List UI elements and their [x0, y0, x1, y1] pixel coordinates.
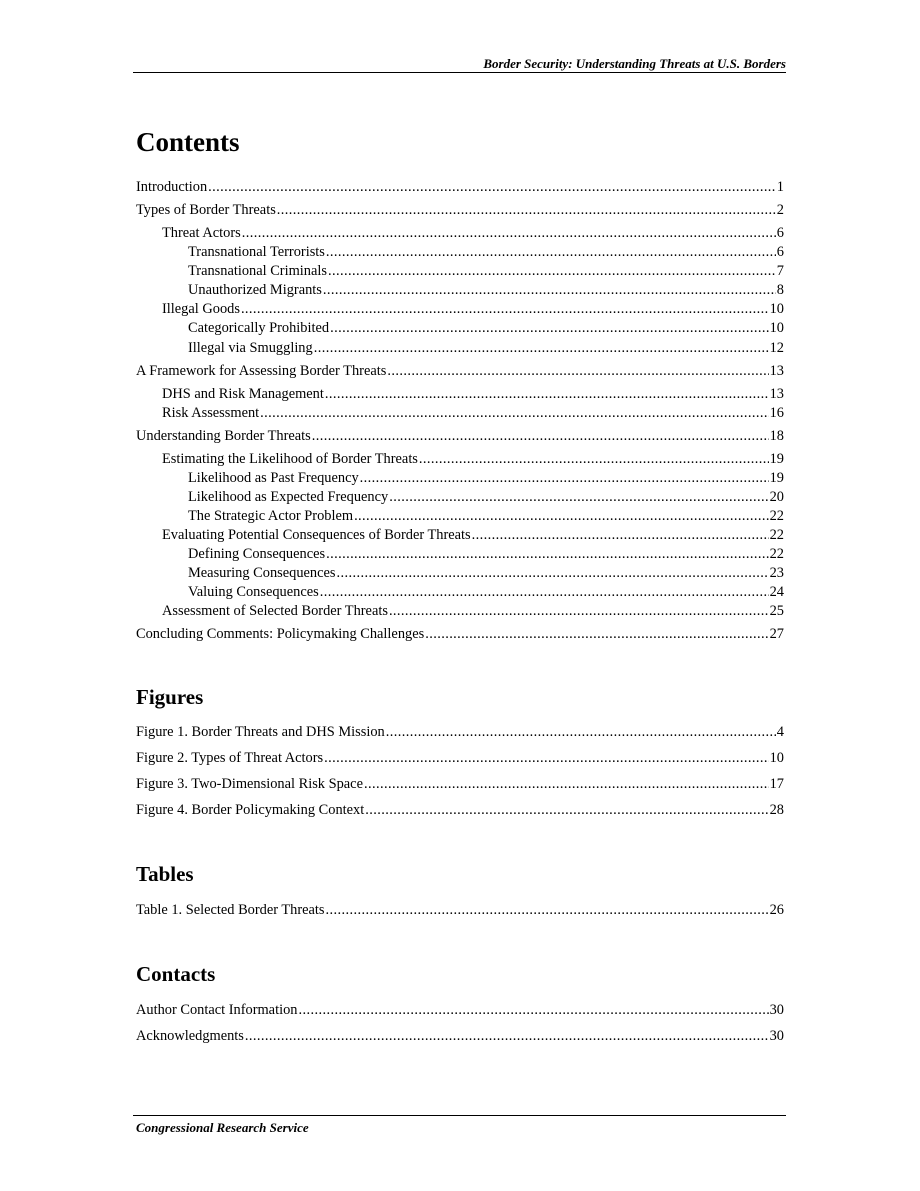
toc-entry-page: 26: [769, 902, 784, 918]
toc-entry-title: Likelihood as Past Frequency: [188, 469, 359, 486]
toc-entry-page: 30: [769, 1002, 784, 1018]
toc-entry[interactable]: [136, 545, 784, 564]
toc-entry-page: 8: [776, 282, 784, 299]
toc-entry[interactable]: [136, 507, 784, 526]
toc-entry-title: Acknowledgments: [136, 1028, 244, 1044]
dot-leader: [326, 901, 769, 920]
toc-entry-title: Categorically Prohibited: [188, 320, 330, 337]
dot-leader: [326, 243, 776, 262]
toc-entry[interactable]: [136, 201, 784, 220]
footer-rule: [133, 1115, 786, 1116]
toc-entry[interactable]: [136, 339, 784, 358]
toc-entry[interactable]: [136, 362, 784, 381]
dot-leader: [336, 564, 768, 583]
toc-entry-title: DHS and Risk Management: [162, 385, 324, 402]
toc-entry-page: 27: [769, 626, 784, 643]
toc-entry[interactable]: [136, 625, 784, 644]
toc-entry-page: 25: [769, 603, 784, 620]
toc-entry[interactable]: [136, 583, 784, 602]
toc-entry-title: Transnational Terrorists: [188, 244, 325, 261]
toc-entry-title: Types of Border Threats: [136, 201, 276, 218]
toc-entry[interactable]: [136, 281, 784, 300]
figure-entry[interactable]: [136, 775, 784, 794]
toc-entry[interactable]: [136, 469, 784, 488]
toc-entry-title: Assessment of Selected Border Threats: [162, 603, 388, 620]
toc-entry-page: 20: [769, 488, 784, 505]
dot-leader: [324, 749, 769, 768]
toc-entry-title: Illegal via Smuggling: [188, 339, 313, 356]
contact-entry[interactable]: [136, 1001, 784, 1020]
figure-entry[interactable]: [136, 723, 784, 742]
figures-list: [136, 723, 784, 820]
running-header: Border Security: Understanding Threats at U.S. Borders: [483, 56, 786, 71]
toc-entry-page: 10: [769, 301, 784, 318]
figure-entry[interactable]: [136, 749, 784, 768]
toc-entry-page: 6: [776, 244, 784, 261]
toc-entry[interactable]: [136, 243, 784, 262]
tables-list: [136, 901, 784, 920]
dot-leader: [354, 507, 769, 526]
table-entry[interactable]: [136, 901, 784, 920]
toc-entry-title: Figure 2. Types of Threat Actors: [136, 750, 324, 766]
toc-entry-page: 13: [769, 385, 784, 402]
toc-entry-page: 22: [769, 546, 784, 563]
dot-leader: [330, 319, 769, 338]
toc-entry-title: Transnational Criminals: [188, 263, 327, 280]
dot-leader: [325, 385, 769, 404]
toc-entry-page: 22: [769, 507, 784, 524]
toc-entry[interactable]: [136, 385, 784, 404]
toc-entry-title: Measuring Consequences: [188, 565, 336, 582]
dot-leader: [260, 404, 768, 423]
toc-entry[interactable]: [136, 602, 784, 621]
toc-entry-title: Threat Actors: [162, 224, 241, 241]
toc-entry[interactable]: [136, 224, 784, 243]
toc-entry[interactable]: [136, 319, 784, 338]
figures-heading: Figures: [136, 685, 204, 709]
dot-leader: [472, 526, 769, 545]
dot-leader: [328, 262, 776, 281]
toc-entry-page: 10: [769, 750, 784, 766]
toc-entry[interactable]: [136, 404, 784, 423]
toc-entry-page: 12: [769, 339, 784, 356]
toc-entry-title: Illegal Goods: [162, 301, 240, 318]
toc-entry[interactable]: [136, 262, 784, 281]
tables-heading: Tables: [136, 862, 194, 886]
toc-entry-page: 2: [776, 201, 784, 218]
header-rule: [133, 72, 786, 73]
contacts-list: [136, 1001, 784, 1046]
dot-leader: [387, 362, 768, 381]
toc-entry[interactable]: [136, 564, 784, 583]
toc-entry-page: 7: [776, 263, 784, 280]
toc-entry-page: 22: [769, 526, 784, 543]
toc-entry-page: 16: [769, 404, 784, 421]
toc-entry-page: 6: [776, 224, 784, 241]
toc-entry-page: 30: [769, 1028, 784, 1044]
contact-entry[interactable]: [136, 1027, 784, 1046]
toc-entry-page: 4: [776, 724, 784, 740]
toc-entry-title: Concluding Comments: Policymaking Challenges: [136, 626, 425, 643]
toc-entry[interactable]: [136, 300, 784, 319]
toc-entry-page: 17: [769, 776, 784, 792]
toc-entry-title: Figure 1. Border Threats and DHS Mission: [136, 724, 385, 740]
toc-entry[interactable]: [136, 427, 784, 446]
toc-entry[interactable]: [136, 526, 784, 545]
toc-entry-page: 23: [769, 565, 784, 582]
toc-entry-title: Introduction: [136, 179, 208, 195]
toc-entry-title: Figure 4. Border Policymaking Context: [136, 802, 365, 818]
contacts-heading: Contacts: [136, 962, 216, 986]
dot-leader: [208, 178, 776, 197]
dot-leader: [326, 545, 769, 564]
dot-leader: [245, 1027, 769, 1046]
toc-entry-title: Table 1. Selected Border Threats: [136, 902, 325, 918]
toc-entry-title: Risk Assessment: [162, 404, 260, 421]
toc-entry-title: Valuing Consequences: [188, 584, 319, 601]
toc-entry[interactable]: [136, 178, 784, 197]
dot-leader: [386, 723, 776, 742]
toc-entry-page: 24: [769, 584, 784, 601]
dot-leader: [389, 488, 768, 507]
dot-leader: [277, 201, 776, 220]
running-footer: Congressional Research Service: [136, 1120, 309, 1135]
contents-heading: Contents: [136, 127, 240, 157]
dot-leader: [364, 775, 769, 794]
dot-leader: [360, 469, 769, 488]
dot-leader: [242, 224, 776, 243]
toc-entry-page: 13: [769, 362, 784, 379]
toc-entry-page: 18: [769, 427, 784, 444]
toc-entry-title: Estimating the Likelihood of Border Threats: [162, 450, 418, 467]
dot-leader: [419, 450, 769, 469]
toc-entry-page: 19: [769, 450, 784, 467]
figure-entry[interactable]: [136, 801, 784, 820]
toc-entry-title: Likelihood as Expected Frequency: [188, 488, 389, 505]
toc-entry-title: A Framework for Assessing Border Threats: [136, 362, 387, 379]
toc-entry-title: Author Contact Information: [136, 1002, 298, 1018]
contents-list: [136, 178, 784, 644]
toc-entry-title: Understanding Border Threats: [136, 427, 311, 444]
toc-entry-page: 19: [769, 469, 784, 486]
toc-entry-page: 28: [769, 802, 784, 818]
dot-leader: [298, 1001, 768, 1020]
toc-entry-title: Defining Consequences: [188, 546, 326, 563]
dot-leader: [320, 583, 769, 602]
toc-entry-title: The Strategic Actor Problem: [188, 507, 354, 524]
dot-leader: [389, 602, 769, 621]
dot-leader: [323, 281, 776, 300]
toc-entry-title: Evaluating Potential Consequences of Border Threats: [162, 526, 471, 543]
dot-leader: [241, 300, 769, 319]
toc-entry-page: 10: [769, 320, 784, 337]
toc-entry[interactable]: [136, 450, 784, 469]
dot-leader: [425, 625, 768, 644]
dot-leader: [365, 801, 768, 820]
toc-entry[interactable]: [136, 488, 784, 507]
toc-entry-title: Figure 3. Two-Dimensional Risk Space: [136, 776, 363, 792]
dot-leader: [314, 339, 769, 358]
toc-entry-page: 1: [776, 179, 784, 195]
dot-leader: [312, 427, 769, 446]
toc-entry-title: Unauthorized Migrants: [188, 282, 322, 299]
